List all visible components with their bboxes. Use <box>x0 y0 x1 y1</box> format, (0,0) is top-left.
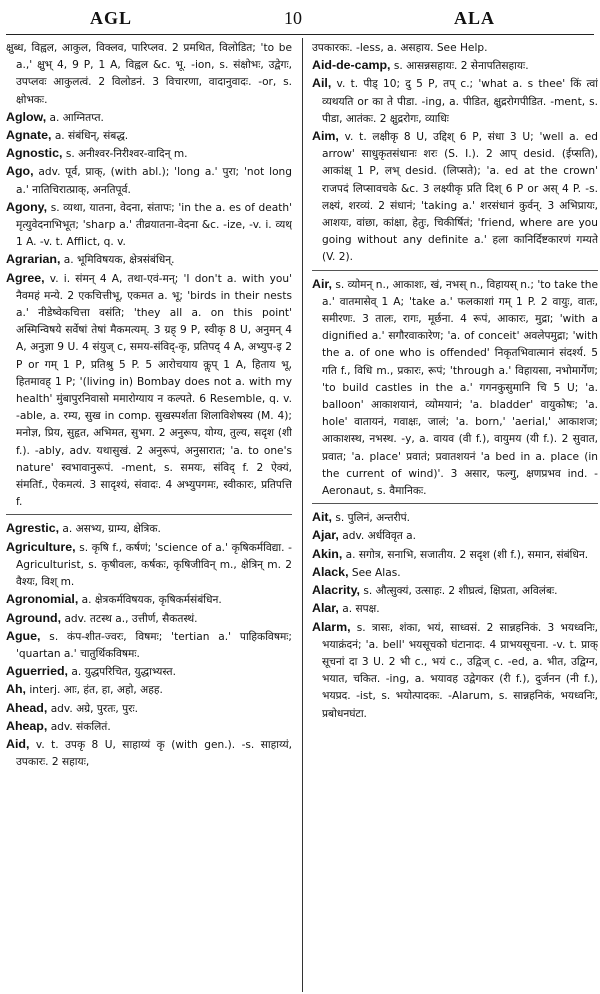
definition-text: s. कृषि f., कर्षणं; 'science of a.' कृषिकर्मविद्या. -Agriculturist, s. कृषीवलः, कर्षकः, कृषिजीविन् m., क्षेत्रिन् m. 2 वैश्यः, विश् m. <box>16 541 292 589</box>
definition-text: See Alas. <box>351 566 401 579</box>
headword: Alarm, <box>312 619 351 634</box>
definition-text: adv. संकलितं. <box>50 720 111 733</box>
entry-separator <box>312 503 598 507</box>
dictionary-entry <box>6 127 292 145</box>
headword: Agronomial, <box>6 592 79 607</box>
dictionary-entry <box>312 57 598 75</box>
dictionary-entry <box>6 40 292 109</box>
headword: Ajar, <box>312 528 339 543</box>
dictionary-entry <box>6 681 292 699</box>
definition-text: s. आसन्नसहायः. 2 सेनापतिसहायः. <box>393 60 529 73</box>
definition-text: adv. पूर्व, प्राक्, (with abl.); 'long a.' पुरा; 'not long a.' नातिचिरात्प्राक्, अनतिपूर्व. <box>16 166 292 196</box>
headword: Alar, <box>312 601 339 616</box>
dictionary-entry <box>6 718 292 736</box>
headword: Akin, <box>312 546 343 561</box>
headword: Aglow, <box>6 109 47 124</box>
definition-text: s. व्योमन् n., आकाशः, खं, नभस् n., विहायस् n.; 'to take the a.' वातमासेव् 1 A; 'take a.' फलकाशां गम् 1 P. 2 वायुः, वातः, समीरणः. 3 तालः, रागः, मूर्छना. 4 रूपं, आकारः, मुद्रा; 'with a dignified a.' सगौरवाकारेण; 'a. of conceit' अवलेपमुद्रा; 'with the a. of one who is offended' निकृतभिवात्मानं संदर्श्य. 5 गति f., विधि m., प्रकारः, रूपं; 'through a.' विहायसा, नभोमार्गेण; 'to build castles in the a.' गगनकुसुमानि चि 5 U; 'a. balloon' आकाशयानं, व्योमयानं; 'a. bladder' वायुकोषः; 'a. hole' वातायनं, गवाक्षः, जालं; 'a. born,' 'aerial,' आकाशज; आकाशस्थ, नभस्थ. -y, a. वायव (वी f.), वायुमय (यी f.). 2 सुवात, प्रवात; 'a. place' प्रवातं; प्रवातशयनं 'a bed in a. place (in the current of wind)'. 3 असार, फल्गु, क्षणप्रभव ind. -Aeronaut, s. वैमानिकः. <box>322 278 598 498</box>
dictionary-entry <box>312 40 598 57</box>
headword: Air, <box>312 276 332 291</box>
dictionary-entry <box>312 527 598 545</box>
guide-word-left: AGL <box>90 8 133 28</box>
definition-text: adv. अग्रे, पुरतः, पुरः. <box>50 702 139 715</box>
headword: Aguerried, <box>6 664 68 679</box>
definition-text: interj. आः, हंत, हा, अहो, अहह. <box>29 684 163 697</box>
headword: Aground, <box>6 610 62 625</box>
definition-text: adv. अर्धविवृत a. <box>342 530 417 543</box>
dictionary-entry <box>6 663 292 681</box>
left-column <box>6 40 292 990</box>
dictionary-entry <box>312 564 598 582</box>
definition-text: s. त्रासः, शंका, भयं, साध्वसं. 2 सान्नहनिकं. 3 भयध्वनिः, भयाक्रंदनं; 'a. bell' भयसूचको घंटानादः. 4 प्राभयसूचना. -v. t. प्राक् सूचनां दा 3 U. 2 भी c., भयं c., उद्विज् c. -ed, a. भीत, उद्विग्न, भयात, चकित. -ing, a. भयावह उद्वेगकर (री f.), दुर्जनन (नी f.), भयप्रद. -ist, s. भयोत्पादकः. -Alarum, s. सान्नहनिकं, भयध्वनिः, प्रबोधनघंटा. <box>322 621 598 720</box>
dictionary-entry <box>6 700 292 718</box>
headword: Aid-de-camp, <box>312 58 391 73</box>
headword: Aid, <box>6 736 30 751</box>
headword: Agnate, <box>6 128 52 143</box>
dictionary-entry <box>6 736 292 771</box>
dictionary-entry <box>6 591 292 609</box>
dictionary-entry <box>312 75 598 128</box>
dictionary-entry <box>6 610 292 628</box>
definition-text: a. संबंधिन्, संबद्ध. <box>54 130 129 143</box>
headword: Ago, <box>6 164 34 179</box>
dictionary-entry <box>6 145 292 163</box>
definition-text: v. i. संमन् 4 A, तथा-एवं-मन्; 'I don't a. with you' नैवमहं मन्ये. 2 एकचित्तीभू, एकमत a. भू; 'birds in their nests a.' नीडेष्वेकचित्ता वसंति; 'they all a. on this point' अस्मिन्विषये सर्वेषां तेषां मैकमत्यम्. 3 ग्रह् 9 P, स्वीकृ 8 U, अनुमन् 4 A, अनुज्ञा 9 U. 4 संयुज् c, समय-संविद्-कृ, प्रतिपद् 4 A, अभ्युप-इ 2 P or गम् 1 P, प्रतिश्रु 5 P. 5 आरोचयाय कॢप् 1 A, हिताय भू, हितमावह् 1 P; '(living in) Bombay does not a. with my health' मुंबापुरनिवासो ममारोग्याय न कल्पते. 6 Resemble, q. v. -able, a. रम्य, सुख in comp. सुखस्पर्शता शिलाविशेषस्य (M. 4); मनोज्ञ, प्रिय, सुहृत, अभिमत, सुभग. 2 अनुरूप, योग्य, तुल्य, सदृश (शी f.). -ably, adv. यथासुखं. 2 अनुरूपं, अनुसारात; 'a. to one's nature' स्वभावानुरूपं. -ment, s. समयः, संविद् f. 2 ऐक्यं, संमतिf., ऐकमत्यं. 3 सादृश्यं, संवादः. 4 अभ्युपगमः, स्वीकारः, प्रतिपत्ति f. <box>16 272 292 509</box>
page-number: 10 <box>284 8 302 28</box>
dictionary-entry <box>312 600 598 618</box>
definition-text: s. पुलिनं, अन्तरीपं. <box>335 512 411 525</box>
definition-text: adv. तटस्थ a., उत्तीर्ण, सैकतस्थं. <box>64 612 198 625</box>
headword: Ah, <box>6 682 26 697</box>
definition-text: s. औत्सुक्यं, उत्साहः. 2 शीघ्रत्वं, क्षिप्रता, अविलंबः. <box>363 585 558 598</box>
headword: Ait, <box>312 510 332 525</box>
headword: Ague, <box>6 628 41 643</box>
headword: Agony, <box>6 199 48 214</box>
definition-text: v. t. पीड् 10; दु 5 P, तप् c.; 'what a. s thee' किं त्वां व्यथयति or का ते पीडा. -ing, a. पीडित, क्षुद्ररोगपीडित. -ment, s. पीडा, आतंकः. 2 क्षुद्ररोगः, व्याधिः <box>322 78 598 125</box>
entry-separator <box>6 514 292 518</box>
definition-text: v. t. लक्षीकृ 8 U, उद्दिश् 6 P, संधा 3 U; 'well a. ed arrow' साधुकृतसंधानः शरः (S. I.). 2 आप् desid. (ईप्सति), आकांक्ष् 1 P, लभ् desid. (लिप्सते); 'a. ed at the crown' राजपदं लिप्सावचके &c. 3 लक्ष्यीकृ प्रति दिश् 6 P or अस् 4 P. -s. लक्ष्यं, शरव्यं. 2 संधानं; 'taking a.' शरसंधानं कुर्वन्. 3 अभिप्रायः, आशयः, वांछा, कांक्षा, हेतुः, चिकीर्षितं; 'friend, where are you going without any definite a.' हला कानिर्दिष्टकारणं गम्यते (V. 2). <box>322 131 598 264</box>
column-divider <box>302 38 303 992</box>
dictionary-entry <box>6 520 292 538</box>
headword: Aheap, <box>6 718 48 733</box>
headword: Agriculture, <box>6 539 76 554</box>
dictionary-entry <box>6 270 292 512</box>
entry-separator <box>312 270 598 274</box>
dictionary-entry <box>312 546 598 564</box>
headword: Agrarian, <box>6 252 61 267</box>
header-rule <box>6 34 594 35</box>
dictionary-entry <box>6 251 292 269</box>
definition-text: s. व्यथा, यातना, वेदना, संतापः; 'in the a. es of death' मृत्युवेदनाभिभूत; 'sharp a.' तीव्रयातना-वेदना &c. -ize, -v. i. व्यथ् 1 A. -v. t. Afflict, q. v. <box>16 201 292 249</box>
dictionary-entry <box>6 199 292 252</box>
definition-text: a. भूमिविषयक, क्षेत्रसंबंधिन्. <box>63 254 175 267</box>
headword: Alacrity, <box>312 583 360 598</box>
definition-text: a. सगोत्र, सनाभि, सजातीय. 2 सदृश (शी f.), समान, संबंधिन. <box>345 548 589 561</box>
dictionary-entry <box>312 619 598 723</box>
dictionary-entry <box>6 539 292 592</box>
dictionary-entry <box>312 509 598 527</box>
headword: Aim, <box>312 129 339 144</box>
dictionary-entry <box>6 163 292 198</box>
definition-text: a. असभ्य, ग्राम्य, क्षेत्रिक. <box>62 523 161 536</box>
guide-word-right: ALA <box>454 8 496 28</box>
definition-text: a. आग्नितप्त. <box>49 111 104 124</box>
definition-text: v. t. उपकृ 8 U, साहाय्यं कृ (with gen.). -s. साहाय्यं, उपकारः. 2 सहायः, <box>16 738 292 769</box>
headword: Ail, <box>312 76 332 91</box>
dictionary-entry <box>6 628 292 663</box>
definition-text: a. सपक्ष. <box>342 603 380 616</box>
dictionary-entry <box>312 276 598 501</box>
headword: Alack, <box>312 564 349 579</box>
definition-text: s. कंप-शीत-ज्वरः, विषमः; 'tertian a.' पाहिकविषमः; 'quartan a.' चातुर्थिकविषमः. <box>16 630 292 660</box>
headword: Agree, <box>6 270 45 285</box>
dictionary-entry <box>6 109 292 127</box>
definition-text: a. युद्धपरिचित, युद्धाभ्यस्त. <box>71 666 176 679</box>
dictionary-entry <box>312 582 598 600</box>
headword: Agrestic, <box>6 521 60 536</box>
headword: Ahead, <box>6 700 48 715</box>
dictionary-entry <box>312 128 598 267</box>
page-header <box>0 6 600 32</box>
headword: Agnostic, <box>6 146 63 161</box>
definition-text: a. क्षेत्रकर्मविषयक, कृषिकर्मसंबंधिन. <box>81 594 222 607</box>
definition-text: उपकारकः. -less, a. असहाय. See Help. <box>312 42 488 54</box>
definition-text: s. अनीश्वर-निरीश्वर-वादिन् m. <box>65 148 188 161</box>
right-column <box>312 40 598 990</box>
definition-text: क्षुब्ध, विह्वल, आकुल, विक्लव, पारिप्लव. 2 प्रमथित, विलोडित; 'to be a.,' क्षुभ् 4, 9 P, 1 A, विह्वल &c. भू. -ion, s. संक्षोभः, उद्वेगः, उपप्लवः आकुलत्वं. 2 विलोडनं. 3 विचारणा, वादानुवादः. -or, s. क्षोभकः. <box>6 42 292 106</box>
